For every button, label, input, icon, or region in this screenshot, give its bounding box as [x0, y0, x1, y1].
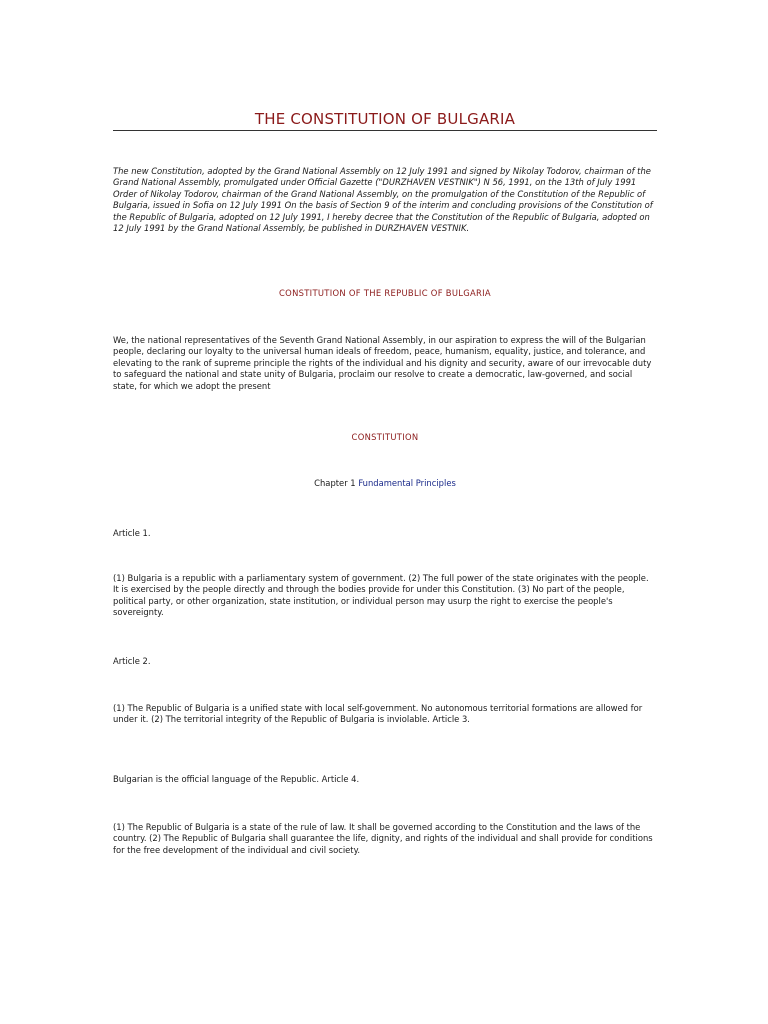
heading-constitution: CONSTITUTION — [351, 432, 419, 442]
article-1-label: Article 1. — [113, 528, 151, 538]
article-4-text: (1) The Republic of Bulgaria is a state of the rule of law. It shall be governed according to the Constitution and the laws of the country. (2) The Republic of Bulgaria shall guarantee the life, dignity, and rights of the individual and shall provide for conditions for the free development of the individual and civil society. — [113, 822, 653, 855]
chapter-prefix: Chapter 1 — [314, 478, 356, 488]
article-1-text: (1) Bulgaria is a republic with a parliamentary system of government. (2) The full power of the state originates with the people. It is exercised by the people directly and through the bodies provide for under this Constitution. (3) No part of the people, political party, or other organization, state institution, or individual person may usurp the right to exercise the people's sovereignty. — [113, 573, 649, 618]
intro-paragraph: The new Constitution, adopted by the Grand National Assembly on 12 July 1991 and signed by Nikolay Todorov, chairman of the Grand National Assembly, promulgated under Official Gazette ("DURZHAVEN VESTNIK") N 56, 1991, on the 13th of July 1991 Order of Nikolay Todorov, chairman of the Grand National Assembly, on the promulgation of the Constitution of the Republic of Bulgaria, issued in Sofia on 12 July 1991 On the basis of Section 9 of the interim and concluding provisions of the Constitution of the Republic of Bulgaria, adopted on 12 July 1991, I hereby decree that the Constitution of the Republic of Bulgaria, adopted on 12 July 1991 by the Grand National Assembly, be published in DURZHAVEN VESTNIK. — [113, 166, 653, 234]
article-3-text: Bulgarian is the official language of the Republic. Article 4. — [113, 774, 360, 784]
article-2-label: Article 2. — [113, 656, 151, 666]
preamble-paragraph: We, the national representatives of the Seventh Grand National Assembly, in our aspiration to express the will of the Bulgarian people, declaring our loyalty to the universal human ideals of freedom, peace, humanism, equality, justice, and tolerance, and elevating to the rank of supreme principle the rights of the individual and his dignity and security, aware of our irrevocable duty to safeguard the national and state unity of Bulgaria, proclaim our resolve to create a democratic, law-governed, and social state, for which we adopt the present — [113, 335, 652, 391]
article-2-text: (1) The Republic of Bulgaria is a unified state with local self-government. No autonomous territorial formations are allowed for under it. (2) The territorial integrity of the Republic of Bulgaria is inviolable. Article 3. — [113, 703, 643, 725]
title-divider — [113, 130, 657, 131]
document-title: THE CONSTITUTION OF BULGARIA — [254, 110, 516, 128]
chapter-link[interactable]: Fundamental Principles — [358, 478, 456, 488]
chapter-heading — [113, 478, 657, 488]
heading-republic: CONSTITUTION OF THE REPUBLIC OF BULGARIA — [279, 288, 491, 298]
